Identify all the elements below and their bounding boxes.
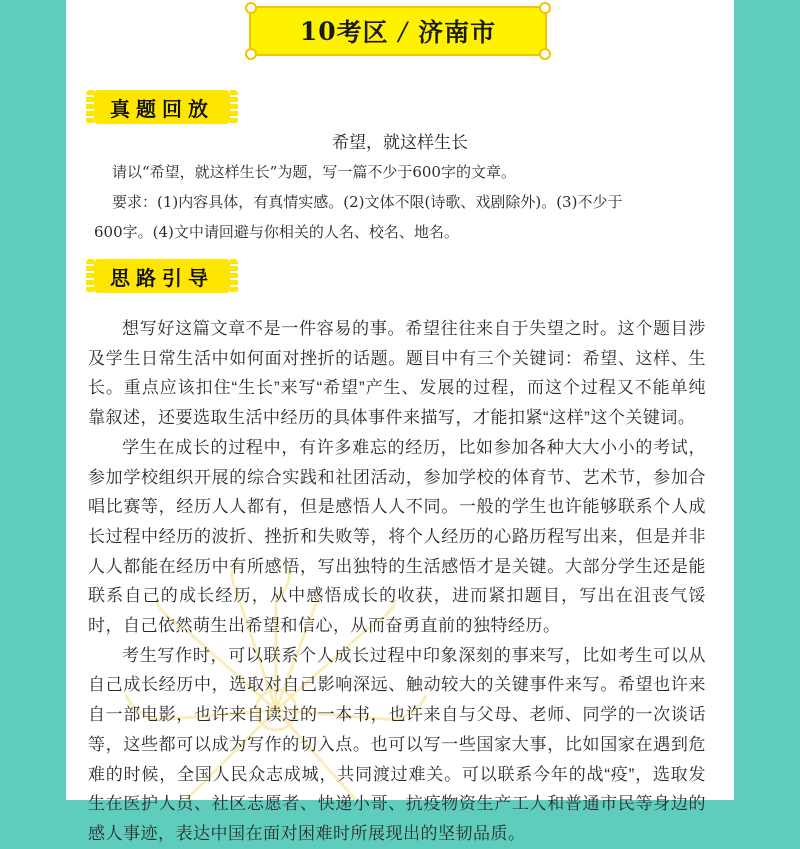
banner-corner (539, 2, 551, 14)
section-label-review: 真题回放 (94, 90, 230, 124)
banner-corner (539, 48, 551, 60)
guide-paragraph: 学生在成长的过程中，有许多难忘的经历，比如参加各种大大小小的考试，参加学校组织开展的综合实践和社团活动，参加学校的体育节、艺术节，参加合唱比赛等，经历人人都有，但是感悟人人不同。一般的学生也许能够联系个人成长过程中经历的波折、挫折和失败等，将个人经历的心路历程写出来，但是并非人人都能在经历中有所感悟，写出独特的生活感悟才是关键。大部分学生还是能联系自己的成长经历，从中感悟成长的收获，进而紧扣题目，写出在沮丧气馁时，自己依然萌生出希望和信心，从而奋勇直前的独特经历。 (88, 437, 706, 636)
essay-prompt: 请以“希望，就这样生长”为题，写一篇不少于600字的文章。 (112, 163, 516, 181)
region-word: 考区 (336, 18, 389, 47)
guide-body (88, 314, 706, 849)
essay-requirements-line2: 600字。(4)文中请回避与你相关的人名、校名、地名。 (94, 223, 459, 241)
essay-requirements-line1: 要求：(1)内容具体，有真情实感。(2)文体不限(诗歌、戏剧除外)。(3)不少于 (112, 193, 623, 211)
guide-paragraph: 想写好这篇文章不是一件容易的事。希望往往来自于失望之时。这个题目涉及学生日常生活中如何面对挫折的话题。题目中有三个关键词：希望、这样、生长。重点应该扣住“生长”来写“希望”产生、发展的过程，而这个过程又不能单纯靠叙述，还要选取生活中经历的具体事件来描写，才能扣紧“这样”这个关键词。 (88, 319, 706, 428)
guide-paragraph: 考生写作时，可以联系个人成长过程中印象深刻的事来写，比如考生可以从自己成长经历中，选取对自己影响深远、触动较大的关键事件来写。希望也许来自一部电影，也许来自读过的一本书，也许来自与父母、老师、同学的一次谈话等，这些都可以成为写作的切入点。也可以写一些国家大事，比如国家在遇到危难的时候，全国人民众志成城，共同渡过难关。可以联系今年的战“疫”，选取发生在医护人员、社区志愿者、快递小哥、抗疫物资生产工人和普通市民等身边的感人事迹，表达中国在面对困难时所展现出的坚韧品质。 (88, 645, 706, 843)
section-label-guide: 思路引导 (94, 259, 230, 293)
region-number: 10 (299, 16, 337, 46)
essay-title: 希望，就这样生长 (332, 133, 468, 153)
title-separator: / (398, 16, 409, 46)
banner-corner (245, 48, 257, 60)
region-title-banner (249, 6, 547, 56)
city-name: 济南市 (418, 18, 497, 47)
document-page (66, 0, 734, 843)
banner-corner (245, 2, 257, 14)
